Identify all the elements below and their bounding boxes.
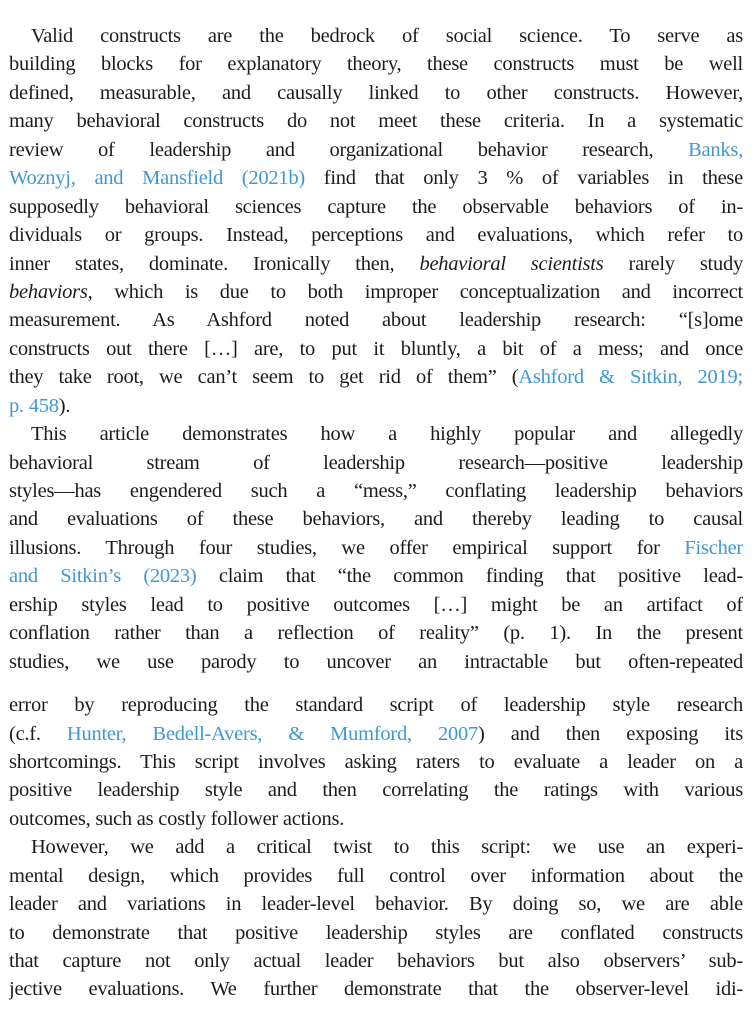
text-segment: (c.f.: [9, 722, 67, 745]
text-line: [9, 919, 743, 947]
text-segment: measurement. As Ashford noted about leadership research: “[s]ome: [9, 309, 743, 332]
text-segment: conflation rather than a reflection of reality” (p. 1). In the present: [9, 622, 743, 645]
citation-link[interactable]: Banks,: [688, 138, 743, 161]
text-line: [9, 619, 743, 647]
text-line: [9, 449, 743, 477]
text-segment: mental design, which provides full control over information about the: [9, 864, 743, 887]
text-segment: jective evaluations. We further demonstrate that the observer-level idi-: [9, 978, 743, 1001]
text-line: [9, 890, 743, 918]
text-line: [9, 862, 743, 890]
paragraph: [9, 22, 743, 420]
text-line: [9, 691, 743, 719]
text-line: [9, 477, 743, 505]
text-segment: that capture not only actual leader behaviors but also observers’ sub-: [9, 950, 743, 972]
text-segment: positive leadership style and then correlating the ratings with various: [9, 779, 743, 802]
text-line: [9, 947, 743, 975]
text-segment: , which is due to both improper conceptualization and incorrect: [87, 280, 743, 303]
text-segment: dividuals or groups. Instead, perceptions and evaluations, which refer to: [9, 224, 743, 247]
text-line: [9, 79, 743, 107]
paragraph: [9, 833, 743, 1004]
text-segment: rarely study: [603, 252, 743, 275]
text-line: [9, 164, 743, 192]
text-line: [9, 107, 743, 135]
text-segment: they take root, we can’t seem to get rid of them” (: [9, 366, 519, 389]
text-segment: and evaluations of these behaviors, and thereby leading to causal: [9, 508, 743, 531]
text-line: [9, 221, 743, 249]
text-segment: to demonstrate that positive leadership styles are conflated constructs: [9, 921, 743, 944]
text-line: [9, 505, 743, 533]
text-line: [9, 562, 743, 590]
text-segment: review of leadership and organizational behavior research,: [9, 138, 689, 161]
citation-link[interactable]: Woznyj, and Mansfield (2021b): [9, 167, 305, 190]
document-text: [9, 22, 743, 1004]
text-line: [9, 22, 743, 50]
text-segment: constructs out there […] are, to put it bluntly, a bit of a mess; and once: [9, 337, 743, 360]
text-line: [9, 306, 743, 334]
text-segment: behavioral stream of leadership research—positive leadership: [9, 451, 743, 474]
text-segment: find that only 3 % of variables in these: [304, 167, 743, 190]
text-segment: error by reproducing the standard script of leadership style research: [9, 694, 743, 717]
text-segment: styles—has engendered such a “mess,” conflating leadership behaviors: [9, 480, 743, 502]
text-line: [9, 534, 743, 562]
text-line: [9, 136, 743, 164]
text-segment: This article demonstrates how a highly popular and allegedly: [31, 423, 743, 446]
text-line: [9, 776, 743, 804]
text-segment: defined, measurable, and causally linked to other constructs. However,: [9, 81, 743, 104]
text-line: [9, 392, 743, 420]
text-segment: studies, we use parody to uncover an intractable but often-repeated: [9, 650, 743, 673]
text-line: [9, 335, 743, 363]
citation-link[interactable]: and Sitkin’s (2023): [9, 565, 197, 588]
text-line: [9, 193, 743, 221]
text-line: [9, 50, 743, 78]
text-segment: many behavioral constructs do not meet these criteria. In a systematic: [9, 110, 743, 133]
text-line: [9, 975, 743, 1003]
paragraph: [9, 691, 743, 833]
text-segment: ership styles lead to positive outcomes […] might be an artifact of: [9, 593, 743, 616]
text-segment: illusions. Through four studies, we offer empirical support for: [9, 536, 685, 559]
text-segment: ) and then exposing its: [478, 722, 743, 745]
citation-link[interactable]: Ashford & Sitkin, 2019;: [518, 366, 743, 389]
text-line: [9, 648, 743, 676]
text-line: [9, 748, 743, 776]
emphasized-text: behaviors: [9, 280, 88, 303]
text-segment: ).: [58, 394, 71, 417]
text-segment: claim that “the common finding that positive lead-: [196, 565, 743, 588]
text-segment: However, we add a critical twist to this script: we use an experi-: [31, 836, 743, 859]
text-line: [9, 363, 743, 391]
text-line: [9, 833, 743, 861]
citation-link[interactable]: Fischer: [684, 536, 743, 559]
citation-link[interactable]: Hunter, Bedell-Avers, & Mumford, 2007: [66, 722, 479, 745]
text-segment: leader and variations in leader-level behavior. By doing so, we are able: [9, 893, 743, 916]
text-segment: building blocks for explanatory theory, these constructs must be well: [9, 53, 743, 76]
text-line: [9, 420, 743, 448]
text-line: [9, 720, 743, 748]
text-line: [9, 278, 743, 306]
emphasized-text: behavioral scientists: [419, 252, 604, 275]
citation-link[interactable]: p. 458: [9, 394, 59, 417]
text-segment: shortcomings. This script involves asking raters to evaluate a leader on a: [9, 750, 743, 773]
text-segment: Valid constructs are the bedrock of social science. To serve as: [31, 25, 743, 47]
text-line: [9, 591, 743, 619]
text-segment: supposedly behavioral sciences capture the observable behaviors of in-: [9, 195, 743, 218]
text-segment: inner states, dominate. Ironically then,: [9, 252, 420, 275]
text-line: [9, 805, 743, 833]
paragraph: [9, 420, 743, 676]
text-line: [9, 250, 743, 278]
text-segment: outcomes, such as costly follower actions.: [9, 807, 345, 830]
